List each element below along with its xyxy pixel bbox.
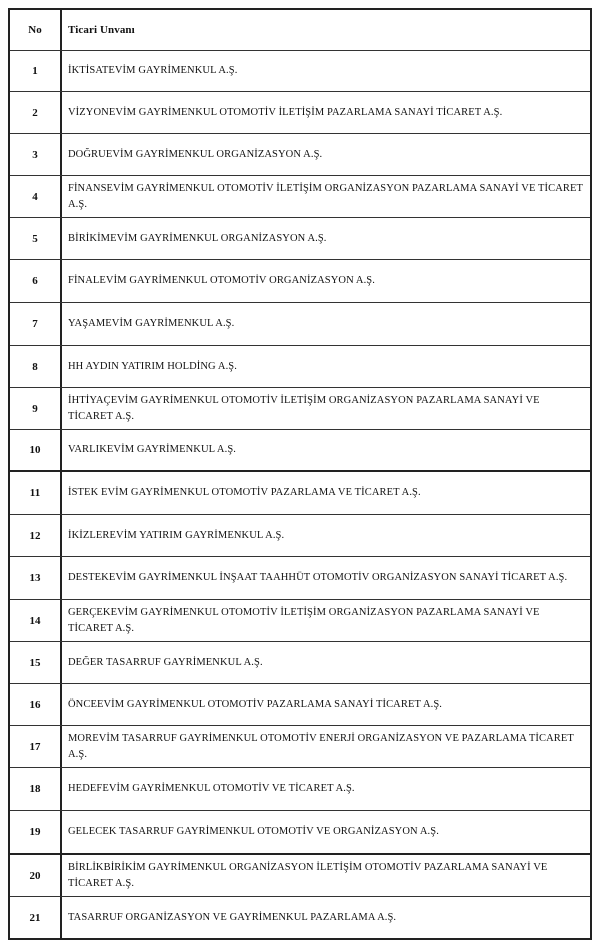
table-row	[10, 810, 590, 853]
header-name: Ticari Unvanı	[68, 24, 135, 36]
row-name: DESTEKEVİM GAYRİMENKUL İNŞAAT TAAHHÜT OTOMOTİV ORGANİZASYON SANAYİ TİCARET A.Ş.	[68, 572, 568, 583]
table-row	[10, 725, 590, 767]
row-no: 17	[10, 726, 62, 767]
row-name: İKTİSATEVİM GAYRİMENKUL A.Ş.	[68, 65, 238, 76]
table-row	[10, 217, 590, 259]
row-name: VİZYONEVİM GAYRİMENKUL OTOMOTİV İLETİŞİM PAZARLAMA SANAYİ TİCARET A.Ş.	[68, 106, 503, 118]
table-row	[10, 91, 590, 133]
table-row	[10, 767, 590, 810]
table-row	[10, 50, 590, 91]
row-name: YAŞAMEVİM GAYRİMENKUL A.Ş.	[68, 318, 235, 329]
row-no: 4	[10, 176, 62, 217]
row-name: İHTİYAÇEVİM GAYRİMENKUL OTOMOTİV İLETİŞİM ORGANİZASYON PAZARLAMA SANAYİ VE TİCARET A.Ş.	[68, 394, 540, 422]
row-name: DOĞRUEVİM GAYRİMENKUL ORGANİZASYON A.Ş.	[68, 148, 323, 160]
row-no: 13	[10, 557, 62, 599]
row-name: GELECEK TASARRUF GAYRİMENKUL OTOMOTİV VE ORGANİZASYON A.Ş.	[68, 826, 439, 837]
row-no: 8	[10, 346, 62, 387]
row-no: 7	[10, 303, 62, 345]
company-table	[8, 8, 592, 940]
table-header-row	[10, 10, 590, 50]
row-name: ÖNCEEVİM GAYRİMENKUL OTOMOTİV PAZARLAMA SANAYİ TİCARET A.Ş.	[68, 698, 443, 710]
row-no: 5	[10, 218, 62, 259]
row-no: 6	[10, 260, 62, 302]
table-row	[10, 599, 590, 641]
table-row	[10, 345, 590, 387]
row-name: TASARRUF ORGANİZASYON VE GAYRİMENKUL PAZARLAMA A.Ş.	[68, 911, 397, 923]
row-no: 21	[10, 897, 62, 938]
table-row	[10, 556, 590, 599]
row-no: 14	[10, 600, 62, 641]
row-no: 10	[10, 430, 62, 470]
row-no: 9	[10, 388, 62, 429]
table-row	[10, 429, 590, 470]
table-row	[10, 259, 590, 302]
row-name: HEDEFEVİM GAYRİMENKUL OTOMOTİV VE TİCARET A.Ş.	[68, 783, 355, 794]
row-name: MOREVİM TASARRUF GAYRİMENKUL OTOMOTİV ENERJİ ORGANİZASYON VE PAZARLAMA TİCARET A.Ş.	[68, 732, 574, 760]
row-no: 2	[10, 92, 62, 133]
row-name: GERÇEKEVİM GAYRİMENKUL OTOMOTİV İLETİŞİM ORGANİZASYON PAZARLAMA SANAYİ VE TİCARET A.Ş.	[68, 606, 540, 634]
table-row	[10, 641, 590, 683]
table-row	[10, 896, 590, 938]
table-row	[10, 514, 590, 556]
row-name: HH AYDIN YATIRIM HOLDİNG A.Ş.	[68, 360, 237, 372]
row-no: 15	[10, 642, 62, 683]
table-row	[10, 133, 590, 175]
row-no: 12	[10, 515, 62, 556]
row-no: 18	[10, 768, 62, 810]
header-no: No	[10, 10, 62, 50]
table-row	[10, 853, 590, 896]
row-no: 1	[10, 51, 62, 91]
row-name: İSTEK EVİM GAYRİMENKUL OTOMOTİV PAZARLAMA VE TİCARET A.Ş.	[68, 487, 421, 498]
row-no: 20	[10, 855, 62, 896]
table-row	[10, 387, 590, 429]
table-row	[10, 302, 590, 345]
row-name: VARLIKEVİM GAYRİMENKUL A.Ş.	[68, 444, 236, 455]
row-name: FİNALEVİM GAYRİMENKUL OTOMOTİV ORGANİZASYON A.Ş.	[68, 275, 375, 286]
row-name: DEĞER TASARRUF GAYRİMENKUL A.Ş.	[68, 656, 263, 668]
table-row	[10, 175, 590, 217]
row-no: 11	[10, 472, 62, 514]
row-name: BİRLİKBİRİKİM GAYRİMENKUL ORGANİZASYON İLETİŞİM OTOMOTİV PAZARLAMA SANAYİ VE TİCARET A.Ş.	[68, 861, 548, 889]
table-row	[10, 683, 590, 725]
row-name: FİNANSEVİM GAYRİMENKUL OTOMOTİV İLETİŞİM ORGANİZASYON PAZARLAMA SANAYİ VE TİCARET A.Ş.	[68, 182, 583, 210]
row-name: BİRİKİMEVİM GAYRİMENKUL ORGANİZASYON A.Ş.	[68, 232, 327, 244]
row-no: 16	[10, 684, 62, 725]
row-name: İKİZLEREVİM YATIRIM GAYRİMENKUL A.Ş.	[68, 529, 285, 541]
table-row	[10, 470, 590, 514]
row-no: 19	[10, 811, 62, 853]
row-no: 3	[10, 134, 62, 175]
